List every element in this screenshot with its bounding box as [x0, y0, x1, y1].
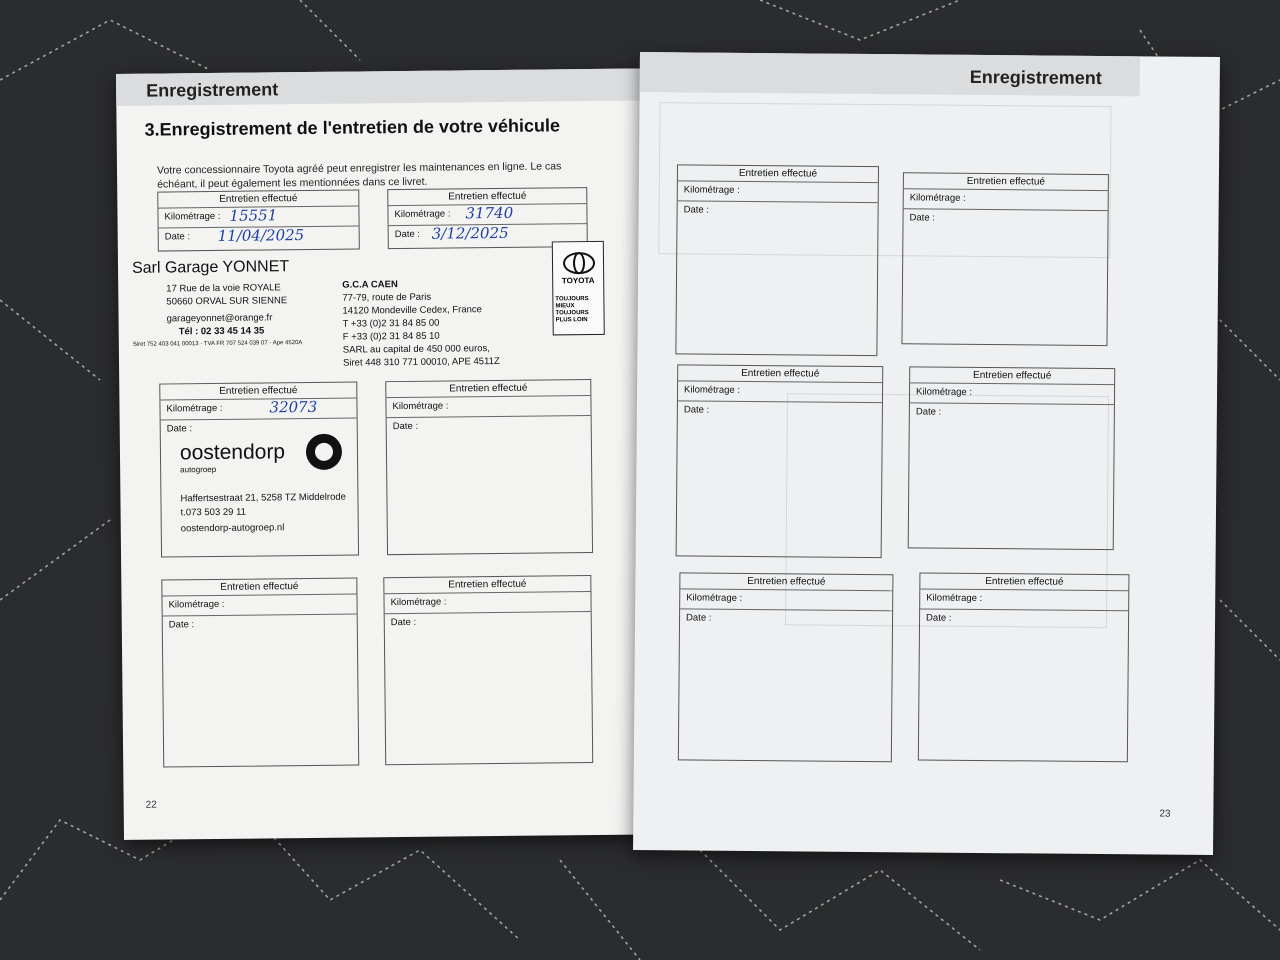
entry-title: Entretien effectué: [449, 382, 528, 395]
km-label: Kilométrage :: [926, 592, 983, 605]
km-value-2: 31740: [465, 203, 514, 223]
gca-fax: F +33 (0)2 31 84 85 10: [342, 330, 440, 343]
entry-title: Entretien effectué: [985, 576, 1064, 588]
entry-box-11: [678, 572, 894, 762]
entry-title: Entretien effectué: [973, 369, 1052, 382]
toyota-logo-icon: [563, 252, 595, 274]
oostendorp-address: Haffertsestraat 21, 5258 TZ Middelrode: [180, 491, 346, 505]
toyota-slogan: TOUJOURS MIEUX TOUJOURS PLUS LOIN: [555, 296, 589, 324]
gca-name: G.C.A CAEN: [342, 279, 398, 291]
entry-title: Entretien effectué: [741, 367, 820, 380]
km-label: Kilométrage :: [909, 192, 966, 204]
date-label: Date :: [686, 612, 712, 624]
toyota-stamp: [552, 241, 605, 336]
yonnet-email: garageyonnet@orange.fr: [166, 312, 273, 325]
date-label: Date :: [909, 212, 935, 224]
entry-box-4: [385, 379, 593, 555]
date-label: Date :: [166, 423, 193, 435]
km-label: Kilométrage :: [394, 208, 451, 221]
date-label: Date :: [683, 404, 710, 416]
km-label: Kilométrage :: [166, 402, 223, 415]
km-value-1: 15551: [229, 206, 278, 225]
entry-title: Entretien effectué: [220, 581, 299, 593]
entry-title: Entretien effectué: [448, 190, 527, 203]
left-page: [116, 69, 648, 840]
page-number: 23: [1159, 808, 1171, 820]
km-label: Kilométrage :: [684, 384, 741, 396]
km-value-3: 32073: [269, 397, 318, 417]
oostendorp-phone: t.073 503 29 11: [180, 506, 246, 519]
entry-box-9: [676, 364, 884, 558]
yonnet-city: 50660 ORVAL SUR SIENNE: [166, 295, 288, 308]
entry-title: Entretien effectué: [219, 385, 298, 397]
oostendorp-logo-icon: [306, 434, 342, 470]
toyota-name: TOYOTA: [561, 276, 595, 286]
date-label: Date :: [164, 231, 191, 243]
date-label: Date :: [683, 204, 710, 216]
entry-box-7: [675, 164, 879, 356]
entry-title: Entretien effectué: [966, 175, 1046, 188]
page-header: Enregistrement: [969, 66, 1102, 89]
entry-box-5: [161, 578, 359, 768]
km-label: Kilométrage :: [390, 596, 447, 609]
entry-title: Entretien effectué: [219, 193, 298, 205]
km-label: Kilométrage :: [915, 386, 973, 398]
date-label: Date :: [926, 612, 952, 624]
date-label: Date :: [915, 406, 942, 418]
right-page: [633, 52, 1220, 855]
date-label: Date :: [392, 420, 419, 433]
date-value-1: 11/04/2025: [217, 226, 305, 245]
yonnet-name: Sarl Garage YONNET: [131, 258, 290, 277]
km-label: Kilométrage :: [686, 592, 743, 604]
km-label: Kilométrage :: [683, 184, 740, 196]
entry-box-6: [383, 575, 593, 765]
entry-title: Entretien effectué: [448, 578, 527, 591]
oostendorp-sub: autogroep: [180, 464, 217, 475]
yonnet-address: 17 Rue de la voie ROYALE: [166, 282, 281, 295]
yonnet-legal: Siret 752 403 041 00013 · TVA FR 707 524 039 07 · Ape 4520A: [132, 340, 303, 348]
entry-title: Entretien effectué: [738, 167, 818, 180]
date-label: Date :: [394, 228, 421, 241]
oostendorp-web: oostendorp-autogroep.nl: [180, 522, 285, 535]
km-label: Kilométrage :: [164, 210, 221, 223]
entry-box-8: [901, 172, 1108, 346]
km-label: Kilométrage :: [168, 598, 225, 611]
gca-city: 14120 Mondeville Cedex, France: [342, 304, 482, 317]
yonnet-phone: Tél : 02 33 45 14 35: [178, 325, 265, 338]
oostendorp-name: oostendorp: [179, 440, 286, 465]
page-number: 22: [145, 799, 157, 811]
entry-title: Entretien effectué: [747, 575, 826, 588]
gca-address: 77-79, route de Paris: [342, 291, 432, 304]
gca-siret: Siret 448 310 771 00010, APE 4511Z: [342, 355, 500, 369]
gca-tel: T +33 (0)2 31 84 85 00: [342, 317, 440, 330]
date-value-2: 3/12/2025: [431, 223, 509, 243]
entry-box-10: [908, 366, 1116, 550]
intro-text: Votre concessionnaire Toyota agréé peut enregistrer les maintenances en ligne. Le cas échéant, il peut également les mentionnées dans ce livret.: [156, 160, 562, 191]
page-header: Enregistrement: [146, 79, 279, 101]
date-label: Date :: [390, 616, 417, 629]
date-label: Date :: [168, 619, 195, 631]
entry-box-12: [918, 572, 1130, 762]
gca-capital: SARL au capital de 450 000 euros,: [342, 343, 490, 356]
km-label: Kilométrage :: [392, 400, 449, 413]
section-title: 3.Enregistrement de l'entretien de votre véhicule: [144, 115, 561, 140]
